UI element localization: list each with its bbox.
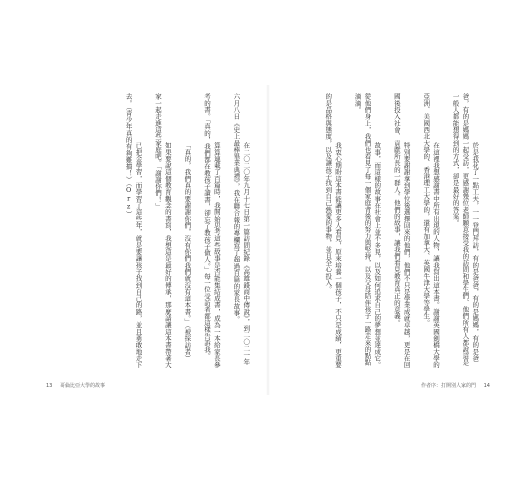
- book-spread: [40, 85, 496, 395]
- paragraph: 算算連載了百篇時，我開始思考這些故事是否能集結成書，成為一本給家長參考的書。「真的，我們都在教孩子讀書，卻忘了教孩子做人。」每一位受訪者都這樣告訴我。: [203, 93, 221, 368]
- page-number: 13: [46, 383, 53, 389]
- paragraph: 故事，而這樣的故事在社會上並不多見，以及如何追求自己的夢想並達成它。從他們身上，我們也看見了每一個家庭背後的努力與堅持，以及父母陪伴孩子一路走來的點點滴滴。: [353, 93, 382, 368]
- paragraph: 「真的，我們真的要謝謝你們，沒有你們我們就沒有這本書。」（被採訪者）: [183, 141, 192, 362]
- gutter: [266, 85, 270, 395]
- paragraph: 我衷心期盼這本書能讓更多人看見，原來培養一個孩子，不只是成績，更重要的是品格與態度，以及讓孩子找到自己熱愛的事物，並且全心投入。: [324, 93, 343, 368]
- left-page-text: [70, 93, 260, 368]
- paragraph: 特別要謝謝拿到學位後選擇回來的他們，他們不只是學業成就卓越，更是在回國後投入社會、貢獻所長的一群人。他們的故事，讓我們看見教育真正的意義。: [392, 93, 411, 368]
- right-footer: [421, 382, 496, 389]
- running-title: 哥倫比亞大學的故事: [59, 383, 105, 389]
- paragraph: 在這裡我想感謝書中所有出現的人物，讓我寫出這本書。謝謝英國劍橋大學的亞洲、美國西北大學的、香港理工大學的，還有加拿大、英國牛津大學等學生。: [422, 93, 441, 368]
- left-page: [40, 85, 262, 395]
- left-footer: [40, 382, 105, 389]
- paragraph: 於是我花了一點工夫，一一登門拜訪，有的是爸爸，有的是媽媽，有的是爸爸，有的是媽媽一起受訪，更感謝幾位老師願意接受我的訪問和學生們、他們所有人都說這是一般人都能想得到的方式，卻是最好的答案。: [451, 93, 480, 366]
- right-page: [274, 85, 496, 395]
- page-number: 14: [483, 383, 490, 389]
- paragraph: 在二〇二〇年九月十七日第一篇訪問紀錄《高雄錢商中傳說》，到二〇二一年六月八日《史上最棒畢業典禮》，我在聯合報的專欄寫了超過百篇的家長故事。: [232, 93, 251, 365]
- paragraph: 如果要說這個教育觀念的書寫，我想這是最好的傳承，那麼請讓這本書帶著大家一起走進這些家庭吧。「謝謝你們！」: [154, 93, 172, 368]
- paragraph: 已把金學習，而學習了這些年，就是要讓孩子找到自己的路，並且勇敢地走下去。（青少年真的有夠難搞！）（Orz）: [124, 93, 143, 368]
- running-title: 作者序：打開別人家的門: [421, 383, 477, 389]
- right-page-text: [274, 93, 489, 368]
